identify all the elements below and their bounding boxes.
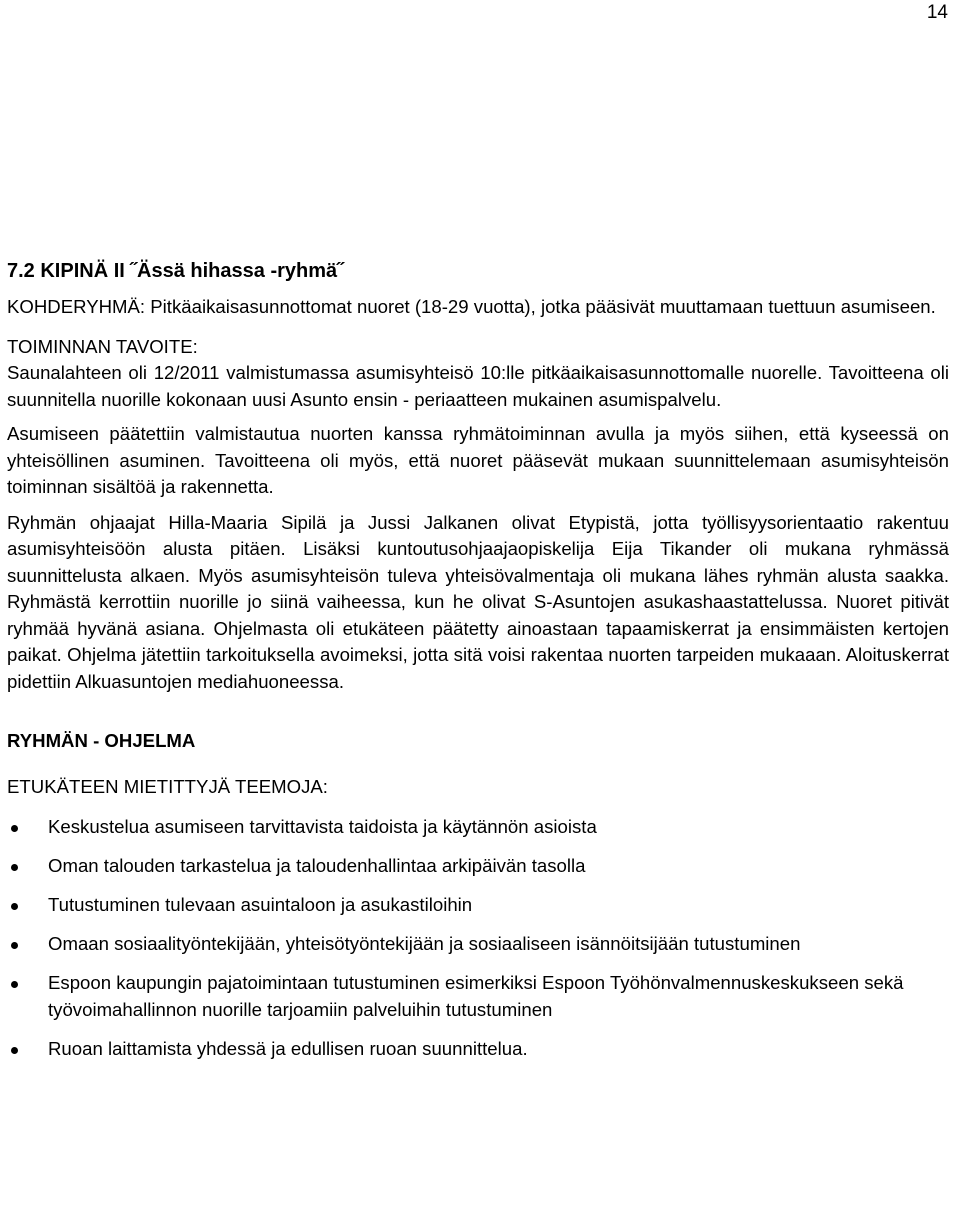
theme-text: Ruoan laittamista yhdessä ja edullisen ruoan suunnittelua. <box>48 1037 528 1059</box>
bullet-icon <box>11 864 18 871</box>
list-item <box>7 853 949 880</box>
list-item <box>7 970 949 1023</box>
list-item <box>7 814 949 841</box>
list-item <box>7 892 949 919</box>
theme-text: Tutustuminen tulevaan asuintaloon ja asukastiloihin <box>48 894 473 915</box>
document-body <box>7 258 949 1075</box>
themes-list <box>7 814 949 1062</box>
goal-paragraph: Saunalahteen oli 12/2011 valmistumassa asumisyhteisö 10:lle pitkäaikaisasunnottomalle nuorelle. Tavoitteena oli suunnitella nuorille kokonaan uusi Asunto ensin - periaatteen mukainen asumispalvelu. <box>7 362 949 410</box>
section-title: 7.2 KIPINÄ II ˝Ässä hihassa -ryhmä˝ <box>7 260 344 282</box>
preparation-paragraph: Asumiseen päätettiin valmistautua nuorten kanssa ryhmätoiminnan avulla ja myös siihen, että kyseessä on yhteisöllinen asuminen. Tavoitteena oli myös, että nuoret pääsevät mukaan suunnittelemaan asumisyhteisön toiminnan sisältöä ja rakennetta. <box>7 423 949 497</box>
bullet-icon <box>11 981 18 988</box>
bullet-icon <box>11 825 18 832</box>
themes-title: ETUKÄTEEN MIETITTYJÄ TEEMOJA: <box>7 776 328 797</box>
goal-label: TOIMINNAN TAVOITE: <box>7 335 198 357</box>
theme-text: Omaan sosiaalityöntekijään, yhteisötyöntekijään ja sosiaaliseen isännöitsijään tutustuminen <box>48 933 801 954</box>
page-number: 14 <box>926 2 948 23</box>
list-item <box>7 1036 949 1063</box>
theme-text: Espoon kaupungin pajatoimintaan tutustuminen esimerkiksi Espoon Työhönvalmennuskeskukseen sekä työvoimahallinnon nuorille tarjoamiin palveluihin tutustuminen <box>48 972 904 1020</box>
bullet-icon <box>11 903 18 910</box>
theme-text: Keskustelua asumiseen tarvittavista taidoista ja käytännön asioista <box>48 816 597 837</box>
target-group-paragraph: KOHDERYHMÄ: Pitkäaikaisasunnottomat nuoret (18-29 vuotta), jotka pääsivät muuttamaan tuettuun asumiseen. <box>7 296 936 317</box>
bullet-icon <box>11 1047 18 1054</box>
program-title: RYHMÄN - OHJELMA <box>7 730 196 751</box>
list-item <box>7 931 949 958</box>
theme-text: Oman talouden tarkastelua ja taloudenhallintaa arkipäivän tasolla <box>48 855 586 876</box>
bullet-icon <box>11 942 18 949</box>
leaders-paragraph: Ryhmän ohjaajat Hilla-Maaria Sipilä ja Jussi Jalkanen olivat Etypistä, jotta työllisyysorientaatio rakentuu asumisyhteisöön alusta pitäen. Lisäksi kuntoutusohjaajaopiskelija Eija Tikander oli mukana ryhmässä suunnittelusta alkaen. Myös asumisyhteisön tuleva yhteisövalmentaja oli mukana lähes ryhmän alusta saakka. Ryhmästä kerrottiin nuorille jo siinä vaiheessa, kun he olivat S-Asuntojen asukashaastattelussa. Nuoret pitivät ryhmää hyvänä asiana. Ohjelmasta oli etukäteen päätetty ainoastaan tapaamiskerrat ja ensimmäisten kertojen paikat. Ohjelma jätettiin tarkoituksella avoimeksi, jotta sitä voisi rakentaa nuorten tarpeiden mukaaan. Aloituskerrat pidettiin Alkuasuntojen mediahuoneessa. <box>7 511 949 692</box>
